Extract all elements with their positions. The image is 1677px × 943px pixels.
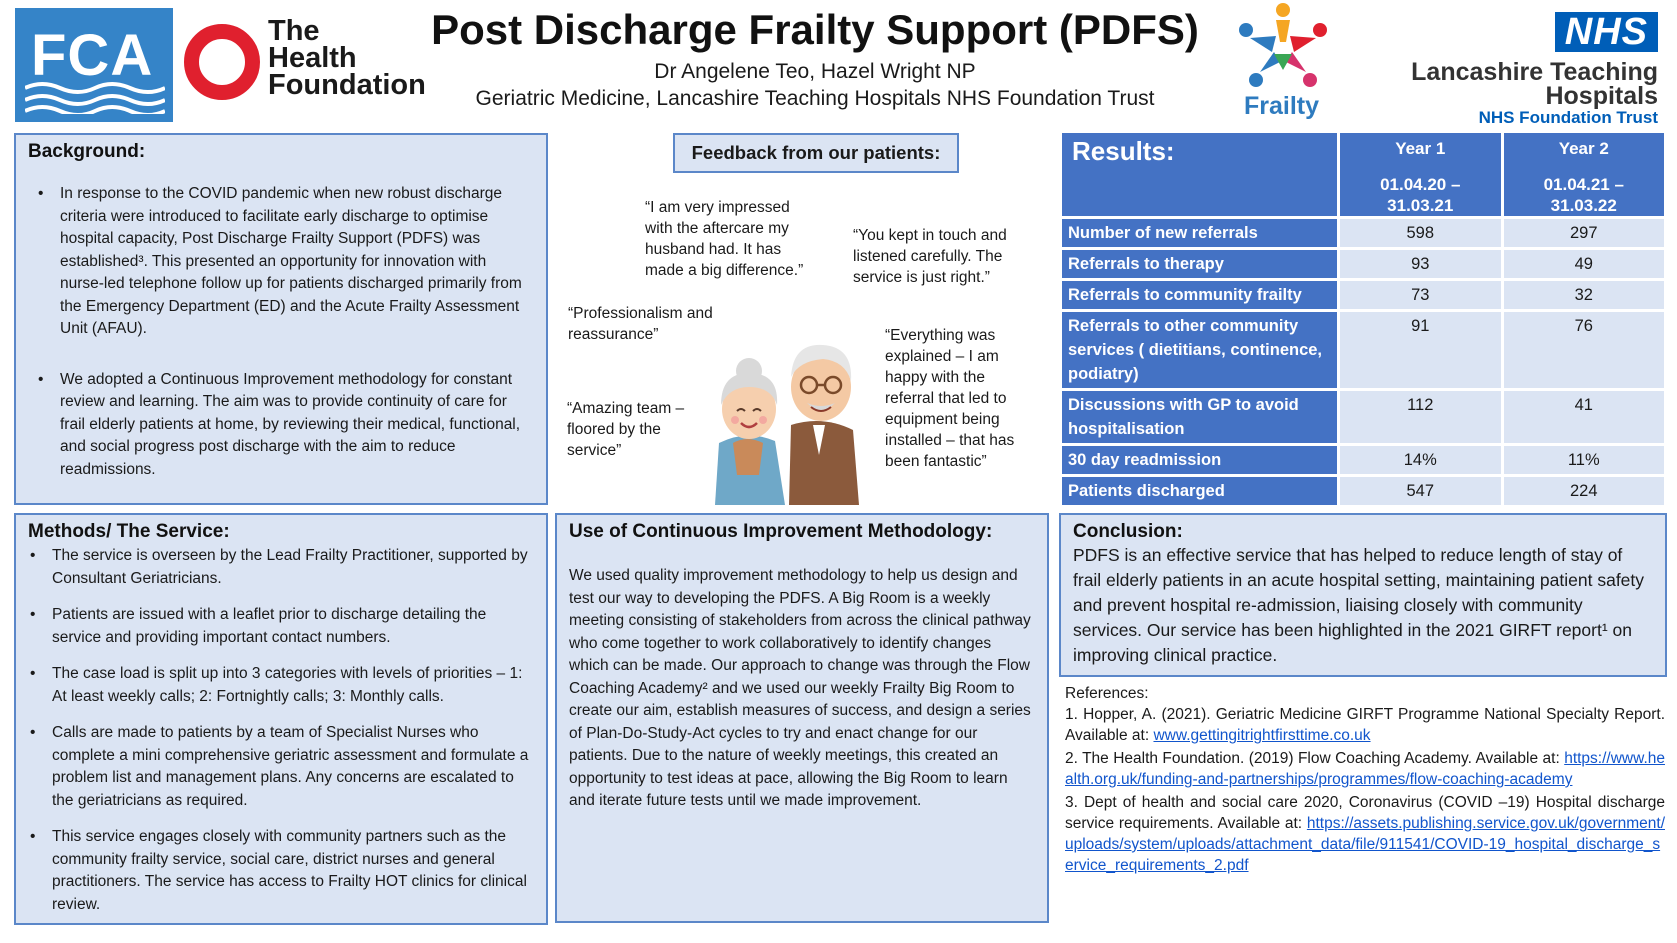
fca-wave-icon <box>25 80 165 114</box>
nhs-badge: NHS <box>1555 12 1658 52</box>
table-row <box>1062 391 1664 443</box>
background-panel <box>14 133 548 505</box>
conclusion-title: Conclusion: <box>1073 521 1183 542</box>
background-bullet: • We adopted a Continuous Improvement methodology for constant review and learning. The aim was to provide continuity of care for frail elderly patients at home, by reviewing their medical, functional, and social progress post discharge with the aim to reduce readmissions. <box>28 369 534 482</box>
poster-department: Geriatric Medicine, Lancashire Teaching Hospitals NHS Foundation Trust <box>475 87 1155 110</box>
feedback-quote: “Everything was explained – I am happy with the referral that led to equipment being installed – that has been fantastic” <box>885 327 1015 470</box>
methods-bullet: • Calls are made to patients by a team of Specialist Nurses who complete a mini comprehensive geriatric assessment and formulate a problem list and management plans. Any concerns are escalated to the geriatricians as required. <box>28 722 534 812</box>
frailty-logo <box>1228 0 1338 122</box>
table-row <box>1062 477 1664 505</box>
results-year2-value: 224 <box>1504 477 1665 505</box>
table-row <box>1062 312 1664 388</box>
results-year1-value: 91 <box>1340 312 1501 388</box>
conclusion-body: PDFS is an effective service that has helped to reduce length of stay of frail elderly patients in an acute hospital setting, maintaining patient safety and prevent hospital re-admission, liaising closely with community services. Our service has been highlighted in the 2021 GIRFT report¹ on improving clinical practice. <box>1073 545 1645 665</box>
results-header-row <box>1062 133 1664 216</box>
fca-logo-text: FCA <box>31 23 154 88</box>
ci-body: We used quality improvement methodology to help us design and test our way to developing the PDFS. A Big Room is a weekly meeting consisting of stakeholders from across the clinical pathway who come together to work collaboratively to identify changes which can be made. Our approach to change was through the Flow Coaching Academy² and we used our weekly Frailty Big Room to create our aim, establish measures of success, and design a series of Plan-Do-Study-Act cycles to try and enact change for our patients. Due to the nature of weekly meetings, this created an opportunity to test ideas at pace, allowing the Big Room to learn and iterate future tests until we made improvement. <box>569 567 1031 809</box>
conclusion-panel <box>1059 513 1667 677</box>
methods-list <box>28 545 534 916</box>
results-row-label: Discussions with GP to avoid hospitalisation <box>1062 391 1337 443</box>
elderly-couple-icon <box>713 325 863 505</box>
results-year2-value: 41 <box>1504 391 1665 443</box>
results-row-label: Referrals to community frailty <box>1062 281 1337 309</box>
results-row-label: Referrals to other community services ( dietitians, continence, podiatry) <box>1062 312 1337 388</box>
results-row-label: Referrals to therapy <box>1062 250 1337 278</box>
table-row <box>1062 250 1664 278</box>
results-year1-value: 14% <box>1340 446 1501 474</box>
frailty-star-icon <box>1228 0 1338 92</box>
results-year1-value: 547 <box>1340 477 1501 505</box>
results-year2-value: 49 <box>1504 250 1665 278</box>
methods-panel <box>14 513 548 925</box>
background-title: Background: <box>28 141 146 162</box>
reference-item: 1. Hopper, A. (2021). Geriatric Medicine GIRFT Programme National Specialty Report. Available at: www.gettingitrightfirsttime.co.uk <box>1065 706 1665 744</box>
results-year2-value: 297 <box>1504 219 1665 247</box>
table-row <box>1062 446 1664 474</box>
reference-item: 3. Dept of health and social care 2020, Coronavirus (COVID –19) Hospital discharge service requirements. Available at: https://assets.publishing.service.gov.uk/government/uploads/system/uploads/attachment_data/file/911541/COVID-19_hospital_discharge_service_requirements_2.pdf <box>1065 794 1665 874</box>
results-title: Results: <box>1062 133 1337 216</box>
elderly-couple-illustration <box>713 325 863 505</box>
background-bullet: • In response to the COVID pandemic when new robust discharge criteria were introduced to facilitate early discharge to optimise hospital capacity, Post Discharge Frailty Support (PDFS) was established³. This presented an opportunity for innovation with nurse-led telephone follow up for patients discharged primarily from the Emergency Department (ED) and the Acute Frailty Assessment Unit (AFAU). <box>28 183 534 341</box>
results-year1-value: 112 <box>1340 391 1501 443</box>
reference-link[interactable]: www.gettingitrightfirsttime.co.uk <box>1153 727 1371 744</box>
feedback-quote: “You kept in touch and listened carefully. The service is just right.” <box>853 227 1007 286</box>
feedback-quote: “Amazing team – floored by the service” <box>567 400 685 459</box>
health-foundation-ring-icon <box>184 24 260 100</box>
ci-title: Use of Continuous Improvement Methodology: <box>569 521 993 542</box>
results-year2-value: 76 <box>1504 312 1665 388</box>
frailty-logo-text: Frailty <box>1244 92 1320 120</box>
nhs-org-line1: Lancashire Teaching <box>1411 58 1658 86</box>
references <box>1065 683 1665 876</box>
fca-logo <box>15 8 173 122</box>
results-row-label: Number of new referrals <box>1062 219 1337 247</box>
results-year-header: Year 1 01.04.20 – 31.03.21 <box>1340 133 1501 216</box>
table-row <box>1062 219 1664 247</box>
reference-item: 2. The Health Foundation. (2019) Flow Coaching Academy. Available at: https://www.health.org.uk/funding-and-partnerships/programmes/flow-coaching-academy <box>1065 750 1665 788</box>
reference-link[interactable]: https://assets.publishing.service.gov.uk/government/uploads/system/uploads/attachment_data/file/911541/COVID-19_hospital_discharge_service_requirements_2.pdf <box>1065 815 1665 874</box>
methods-bullet: • The case load is split up into 3 categories with levels of priorities – 1: At least weekly calls; 2: Fortnightly calls; 3: Monthly calls. <box>28 663 534 708</box>
methods-bullet: • Patients are issued with a leaflet prior to discharge detailing the service and providing important contact numbers. <box>28 604 534 649</box>
health-foundation-wordmark: The Health Foundation <box>268 15 426 101</box>
feedback-title: Feedback from our patients: <box>673 133 959 173</box>
poster-title: Post Discharge Frailty Support (PDFS) <box>431 6 1199 53</box>
nhs-logo <box>1385 8 1670 127</box>
feedback-quote: “I am very impressed with the aftercare my husband had. It has made a big difference.” <box>645 199 804 279</box>
results-year1-value: 73 <box>1340 281 1501 309</box>
results-row-label: 30 day readmission <box>1062 446 1337 474</box>
methods-title: Methods/ The Service: <box>28 521 230 542</box>
ci-panel <box>555 513 1049 923</box>
results-table <box>1059 130 1667 508</box>
methods-bullet: • This service engages closely with community partners such as the community frailty service, social care, district nurses and general practitioners. The service has access to Frailty HOT clinics for clinical review. <box>28 826 534 916</box>
results-year2-value: 11% <box>1504 446 1665 474</box>
nhs-org-line2: Hospitals <box>1545 82 1658 110</box>
nhs-org-line3: NHS Foundation Trust <box>1478 108 1658 127</box>
results-row-label: Patients discharged <box>1062 477 1337 505</box>
methods-bullet: • The service is overseen by the Lead Frailty Practitioner, supported by Consultant Geriatricians. <box>28 545 534 590</box>
results-year2-value: 32 <box>1504 281 1665 309</box>
reference-link[interactable]: https://www.health.org.uk/funding-and-partnerships/programmes/flow-coaching-academy <box>1065 750 1665 788</box>
health-foundation-logo <box>180 15 430 108</box>
feedback-quote: “Professionalism and reassurance” <box>568 305 713 343</box>
results-year1-value: 598 <box>1340 219 1501 247</box>
table-row <box>1062 281 1664 309</box>
poster-authors: Dr Angelene Teo, Hazel Wright NP <box>654 60 976 83</box>
references-title: References: <box>1065 685 1149 702</box>
background-list <box>28 183 534 481</box>
results-year-header: Year 2 01.04.21 – 31.03.22 <box>1504 133 1665 216</box>
results-year1-value: 93 <box>1340 250 1501 278</box>
